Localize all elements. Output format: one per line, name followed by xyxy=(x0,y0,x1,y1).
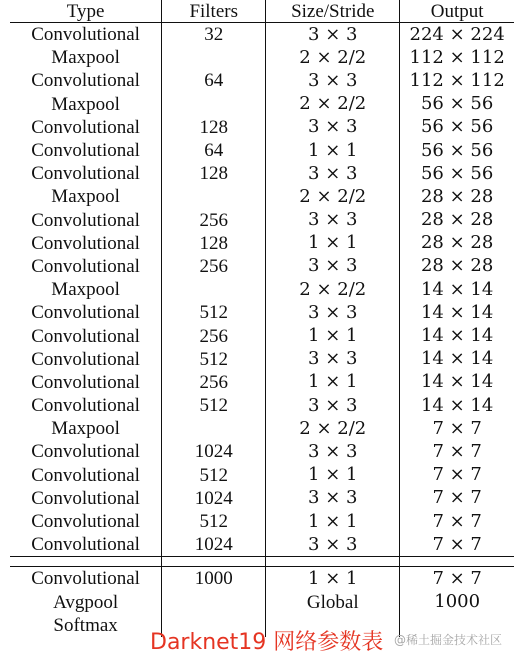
cell-type: Maxpool xyxy=(10,46,162,69)
cell-output: 7 × 7 xyxy=(432,510,482,532)
cell-filters: 512 xyxy=(162,301,266,324)
cell-output: 14 × 14 xyxy=(420,278,494,300)
table-row xyxy=(10,46,514,69)
table-row xyxy=(10,301,514,324)
table-row xyxy=(10,417,514,440)
cell-filters: 512 xyxy=(162,464,266,487)
cell-type: Maxpool xyxy=(10,93,162,116)
darknet19-table xyxy=(10,0,514,637)
cell-size-stride: Global xyxy=(266,591,400,614)
table-row xyxy=(10,371,514,394)
cell-output: 112 × 112 xyxy=(409,69,505,91)
table-row xyxy=(10,440,514,463)
cell-type: Convolutional xyxy=(10,301,162,324)
cell-size-stride: 1 × 1 xyxy=(266,567,400,591)
cell-output: 28 × 28 xyxy=(420,232,494,254)
table-row xyxy=(10,255,514,278)
cell-filters: 256 xyxy=(162,324,266,347)
cell-output: 14 × 14 xyxy=(420,394,494,416)
cell-filters xyxy=(162,93,266,116)
cell-size-stride: 2 × 2/2 xyxy=(266,93,400,116)
cell-type: Convolutional xyxy=(10,371,162,394)
cell-type: Convolutional xyxy=(10,255,162,278)
cell-filters xyxy=(162,417,266,440)
cell-filters: 32 xyxy=(162,23,266,47)
cell-size-stride: 3 × 3 xyxy=(266,348,400,371)
cell-size-stride: 1 × 1 xyxy=(266,324,400,347)
table-row xyxy=(10,209,514,232)
table-row xyxy=(10,116,514,139)
table-row xyxy=(10,510,514,533)
cell-type: Maxpool xyxy=(10,417,162,440)
cell-output: 14 × 14 xyxy=(420,371,494,393)
table-row xyxy=(10,23,514,47)
cell-size-stride: 2 × 2/2 xyxy=(266,185,400,208)
cell-filters: 1024 xyxy=(162,487,266,510)
table-row xyxy=(10,139,514,162)
cell-filters xyxy=(162,185,266,208)
cell-output: 7 × 7 xyxy=(432,567,482,589)
cell-output: 56 × 56 xyxy=(420,139,494,161)
cell-output: 7 × 7 xyxy=(432,464,482,486)
watermark: @稀土掘金技术社区 xyxy=(394,633,503,647)
table-row xyxy=(10,324,514,347)
cell-type: Convolutional xyxy=(10,162,162,185)
table-row xyxy=(10,69,514,92)
cell-filters: 64 xyxy=(162,139,266,162)
cell-size-stride: 3 × 3 xyxy=(266,23,400,47)
cell-output: 56 × 56 xyxy=(420,162,494,184)
cell-size-stride: 3 × 3 xyxy=(266,255,400,278)
cell-size-stride: 1 × 1 xyxy=(266,510,400,533)
cell-filters xyxy=(162,591,266,614)
cell-size-stride: 2 × 2/2 xyxy=(266,278,400,301)
cell-output: 7 × 7 xyxy=(432,417,482,439)
table-row xyxy=(10,162,514,185)
cell-filters: 128 xyxy=(162,232,266,255)
table-row xyxy=(10,278,514,301)
cell-type: Convolutional xyxy=(10,324,162,347)
cell-size-stride: 1 × 1 xyxy=(266,139,400,162)
cell-output: 28 × 28 xyxy=(420,209,494,231)
header-size-stride: Size/Stride xyxy=(266,0,400,23)
cell-type: Convolutional xyxy=(10,116,162,139)
cell-type: Convolutional xyxy=(10,394,162,417)
cell-filters: 64 xyxy=(162,69,266,92)
header-row xyxy=(10,0,514,23)
cell-output: 56 × 56 xyxy=(420,93,494,115)
double-rule xyxy=(10,557,514,567)
cell-filters: 512 xyxy=(162,394,266,417)
cell-output: 28 × 28 xyxy=(420,185,494,207)
cell-filters: 128 xyxy=(162,162,266,185)
cell-filters: 256 xyxy=(162,209,266,232)
cell-filters xyxy=(162,46,266,69)
cell-size-stride: 3 × 3 xyxy=(266,394,400,417)
cell-filters: 1024 xyxy=(162,440,266,463)
table-row xyxy=(10,394,514,417)
cell-size-stride: 1 × 1 xyxy=(266,232,400,255)
header-output: Output xyxy=(400,0,514,23)
cell-size-stride: 3 × 3 xyxy=(266,301,400,324)
cell-filters: 512 xyxy=(162,510,266,533)
cell-type: Convolutional xyxy=(10,464,162,487)
cell-filters: 1024 xyxy=(162,533,266,557)
cell-type: Convolutional xyxy=(10,348,162,371)
cell-size-stride: 3 × 3 xyxy=(266,440,400,463)
cell-output: 224 × 224 xyxy=(409,23,505,45)
cell-type: Convolutional xyxy=(10,567,162,591)
cell-size-stride: 3 × 3 xyxy=(266,69,400,92)
cell-type: Convolutional xyxy=(10,533,162,557)
cell-output: 1000 xyxy=(434,591,481,613)
cell-output: 28 × 28 xyxy=(420,255,494,277)
table-body xyxy=(10,23,514,557)
table-row xyxy=(10,185,514,208)
table-row xyxy=(10,591,514,614)
cell-output: 14 × 14 xyxy=(420,348,494,370)
cell-size-stride: 3 × 3 xyxy=(266,116,400,139)
cell-filters xyxy=(162,278,266,301)
cell-type: Softmax xyxy=(10,614,162,637)
table-row xyxy=(10,533,514,557)
cell-output: 7 × 7 xyxy=(432,440,482,462)
cell-type: Convolutional xyxy=(10,139,162,162)
cell-size-stride: 3 × 3 xyxy=(266,209,400,232)
cell-output: 14 × 14 xyxy=(420,301,494,323)
cell-output: 14 × 14 xyxy=(420,325,494,347)
cell-filters: 256 xyxy=(162,255,266,278)
table-row xyxy=(10,232,514,255)
cell-filters: 512 xyxy=(162,348,266,371)
cell-size-stride: 2 × 2/2 xyxy=(266,417,400,440)
table-row xyxy=(10,567,514,591)
cell-type: Convolutional xyxy=(10,440,162,463)
cell-filters: 1000 xyxy=(162,567,266,591)
header-filters: Filters xyxy=(162,0,266,23)
cell-type: Convolutional xyxy=(10,232,162,255)
cell-filters: 256 xyxy=(162,371,266,394)
table-caption: Darknet19 网络参数表 xyxy=(150,630,384,655)
cell-size-stride: 3 × 3 xyxy=(266,533,400,557)
cell-type: Maxpool xyxy=(10,278,162,301)
cell-type: Avgpool xyxy=(10,591,162,614)
table-row xyxy=(10,93,514,116)
cell-filters: 128 xyxy=(162,116,266,139)
header-type: Type xyxy=(10,0,162,23)
table-row xyxy=(10,464,514,487)
cell-type: Convolutional xyxy=(10,209,162,232)
cell-output: 112 × 112 xyxy=(409,46,505,68)
cell-type: Convolutional xyxy=(10,510,162,533)
cell-type: Convolutional xyxy=(10,69,162,92)
cell-size-stride: 2 × 2/2 xyxy=(266,46,400,69)
cell-output: 7 × 7 xyxy=(432,487,482,509)
cell-size-stride: 3 × 3 xyxy=(266,162,400,185)
cell-output: 7 × 7 xyxy=(432,533,482,555)
cell-type: Convolutional xyxy=(10,23,162,47)
cell-size-stride: 1 × 1 xyxy=(266,464,400,487)
cell-size-stride: 3 × 3 xyxy=(266,487,400,510)
cell-size-stride: 1 × 1 xyxy=(266,371,400,394)
cell-type: Maxpool xyxy=(10,185,162,208)
cell-output: 56 × 56 xyxy=(420,116,494,138)
cell-type: Convolutional xyxy=(10,487,162,510)
table-row xyxy=(10,348,514,371)
table-row xyxy=(10,487,514,510)
